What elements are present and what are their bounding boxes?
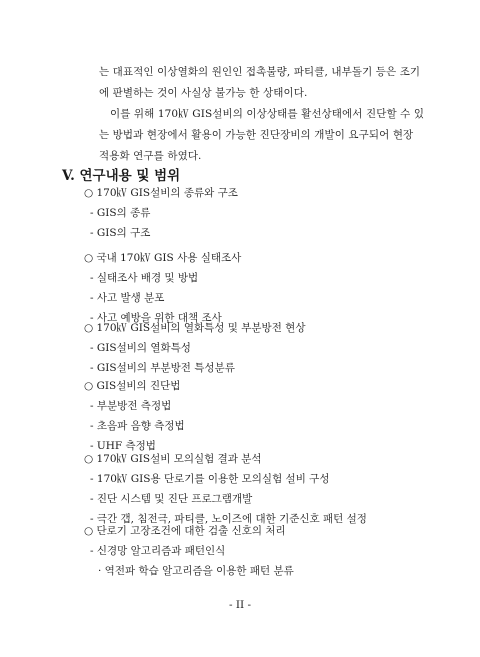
scope-sub-item: - 170㎸ GIS용 단로기를 이용한 모의실험 설비 구성: [90, 473, 330, 485]
intro-line: 적용화 연구를 하였다.: [99, 150, 202, 162]
scope-sub-item: - 극간 갭, 침전극, 파티클, 노이즈에 대한 기준신호 패턴 설정: [90, 513, 367, 525]
section-title: V. 연구내용 및 범위: [62, 168, 181, 184]
scope-group: [84, 248, 444, 328]
intro-line: 는 방법과 현장에서 활용이 가능한 진단장비의 개발이 요구되어 현장: [99, 129, 414, 141]
intro-line: 는 대표적인 이상열화의 원인인 접촉불량, 파티클, 내부돌기 등은 조기: [99, 66, 421, 78]
scope-group-heading: ○ GIS설비의 진단법: [84, 380, 181, 392]
scope-sub-item: - 초음파 음향 측정법: [90, 420, 185, 432]
scope-sub-item: - GIS설비의 열화특성: [90, 342, 191, 354]
scope-sub-item: - 부분방전 측정법: [90, 400, 172, 412]
scope-group: [84, 521, 444, 581]
scope-group: [84, 449, 444, 529]
scope-sub-item: - GIS의 구조: [90, 227, 151, 239]
intro-paragraph: [99, 62, 425, 167]
scope-sub-item: - 실태조사 배경 및 방법: [90, 272, 199, 284]
scope-sub-item: - 진단 시스템 및 진단 프로그램개발: [90, 493, 253, 505]
scope-sub-item: - 신경망 알고리즘과 패턴인식: [90, 545, 226, 557]
scope-sub-item: - GIS의 종류: [90, 207, 151, 219]
scope-group: [84, 376, 444, 456]
scope-sub-item: - 사고 발생 분포: [90, 292, 165, 304]
scope-group-heading: ○ 단로기 고장조건에 대한 검출 신호의 처리: [84, 525, 286, 537]
intro-line: 이를 위해 170㎸ GIS설비의 이상상태를 활선상태에서 진단할 수 있: [110, 108, 425, 120]
intro-line: 에 판별하는 것이 사실상 불가능 한 상태이다.: [99, 87, 308, 99]
scope-sub-item: - 사고 예방을 위한 대책 조사: [90, 312, 222, 324]
scope-group-heading: ○ 170㎸ GIS설비의 종류와 구조: [84, 187, 238, 199]
scope-group-heading: ○ 170㎸ GIS설비 모의실험 결과 분석: [84, 453, 262, 465]
scope-group: [84, 318, 444, 378]
scope-sub-sub-item: · 역전파 학습 알고리즘을 이용한 패턴 분류: [98, 565, 294, 577]
page-number: - II -: [228, 599, 252, 611]
scope-group: [84, 183, 444, 243]
scope-group-heading: ○ 국내 170㎸ GIS 사용 실태조사: [84, 252, 242, 264]
scope-group-heading: ○ 170㎸ GIS설비의 열화특성 및 부분방전 현상: [84, 322, 306, 334]
scope-sub-item: - GIS설비의 부분방전 특성분류: [90, 362, 235, 374]
scope-sub-item: - UHF 측정법: [90, 440, 156, 452]
